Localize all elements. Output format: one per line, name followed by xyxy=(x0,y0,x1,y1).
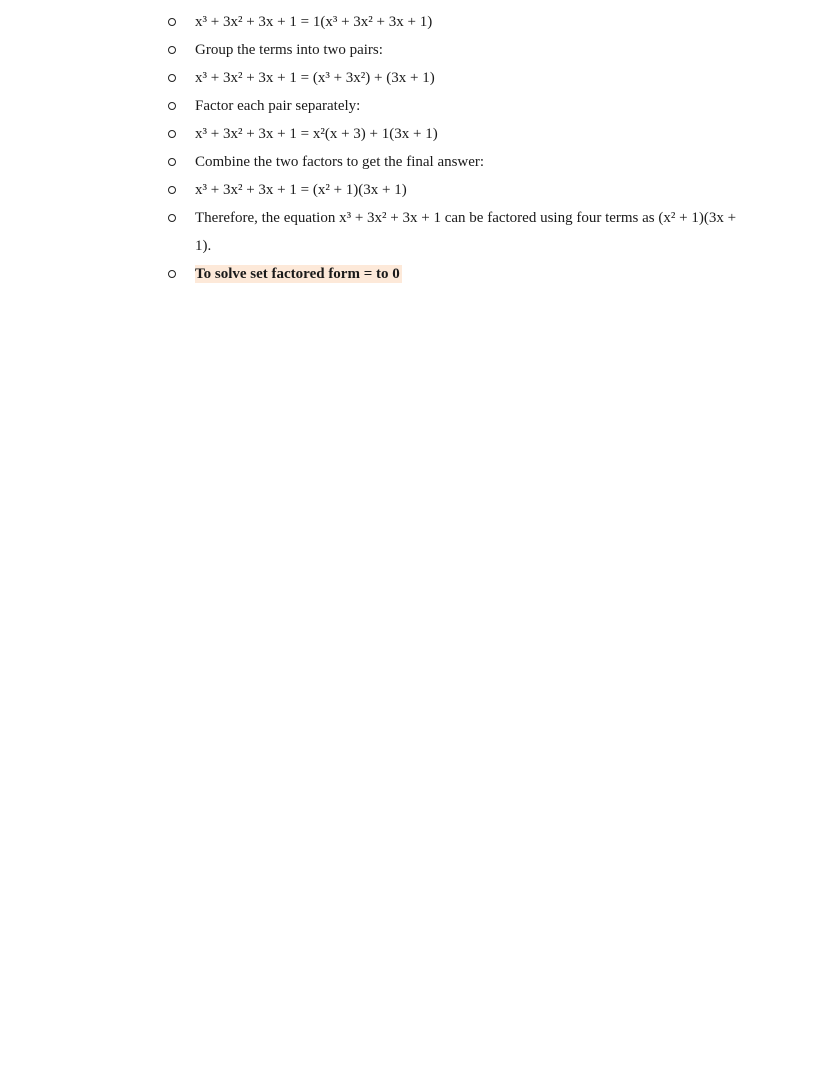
highlighted-list-item-text: To solve set factored form = to 0 xyxy=(195,266,400,282)
list-item xyxy=(168,204,748,260)
list-item xyxy=(168,36,748,64)
hollow-circle-bullet-icon xyxy=(168,46,176,54)
list-item-text: Therefore, the equation x³ + 3x² + 3x + 1 can be factored using four terms as (x² + 1)(3x + 1). xyxy=(195,210,737,254)
list-item-text: Combine the two factors to get the final answer: xyxy=(195,154,485,170)
highlighted-list-item xyxy=(168,260,748,288)
list-item-text: Group the terms into two pairs: xyxy=(195,42,383,58)
list-item xyxy=(168,8,748,36)
list-item-text: x³ + 3x² + 3x + 1 = 1(x³ + 3x² + 3x + 1) xyxy=(195,14,433,30)
list-item xyxy=(168,64,748,92)
list-item xyxy=(168,148,748,176)
hollow-circle-bullet-icon xyxy=(168,18,176,26)
list-item-text: Factor each pair separately: xyxy=(195,98,361,114)
hollow-circle-bullet-icon xyxy=(168,214,176,222)
bullet-list xyxy=(168,8,748,288)
hollow-circle-bullet-icon xyxy=(168,270,176,278)
list-item xyxy=(168,176,748,204)
list-item-text: x³ + 3x² + 3x + 1 = (x³ + 3x²) + (3x + 1) xyxy=(195,70,435,86)
hollow-circle-bullet-icon xyxy=(168,186,176,194)
list-item xyxy=(168,92,748,120)
list-item-text: x³ + 3x² + 3x + 1 = (x² + 1)(3x + 1) xyxy=(195,182,407,198)
hollow-circle-bullet-icon xyxy=(168,130,176,138)
list-item xyxy=(168,120,748,148)
hollow-circle-bullet-icon xyxy=(168,102,176,110)
hollow-circle-bullet-icon xyxy=(168,74,176,82)
list-item-text: x³ + 3x² + 3x + 1 = x²(x + 3) + 1(3x + 1) xyxy=(195,126,438,142)
hollow-circle-bullet-icon xyxy=(168,158,176,166)
